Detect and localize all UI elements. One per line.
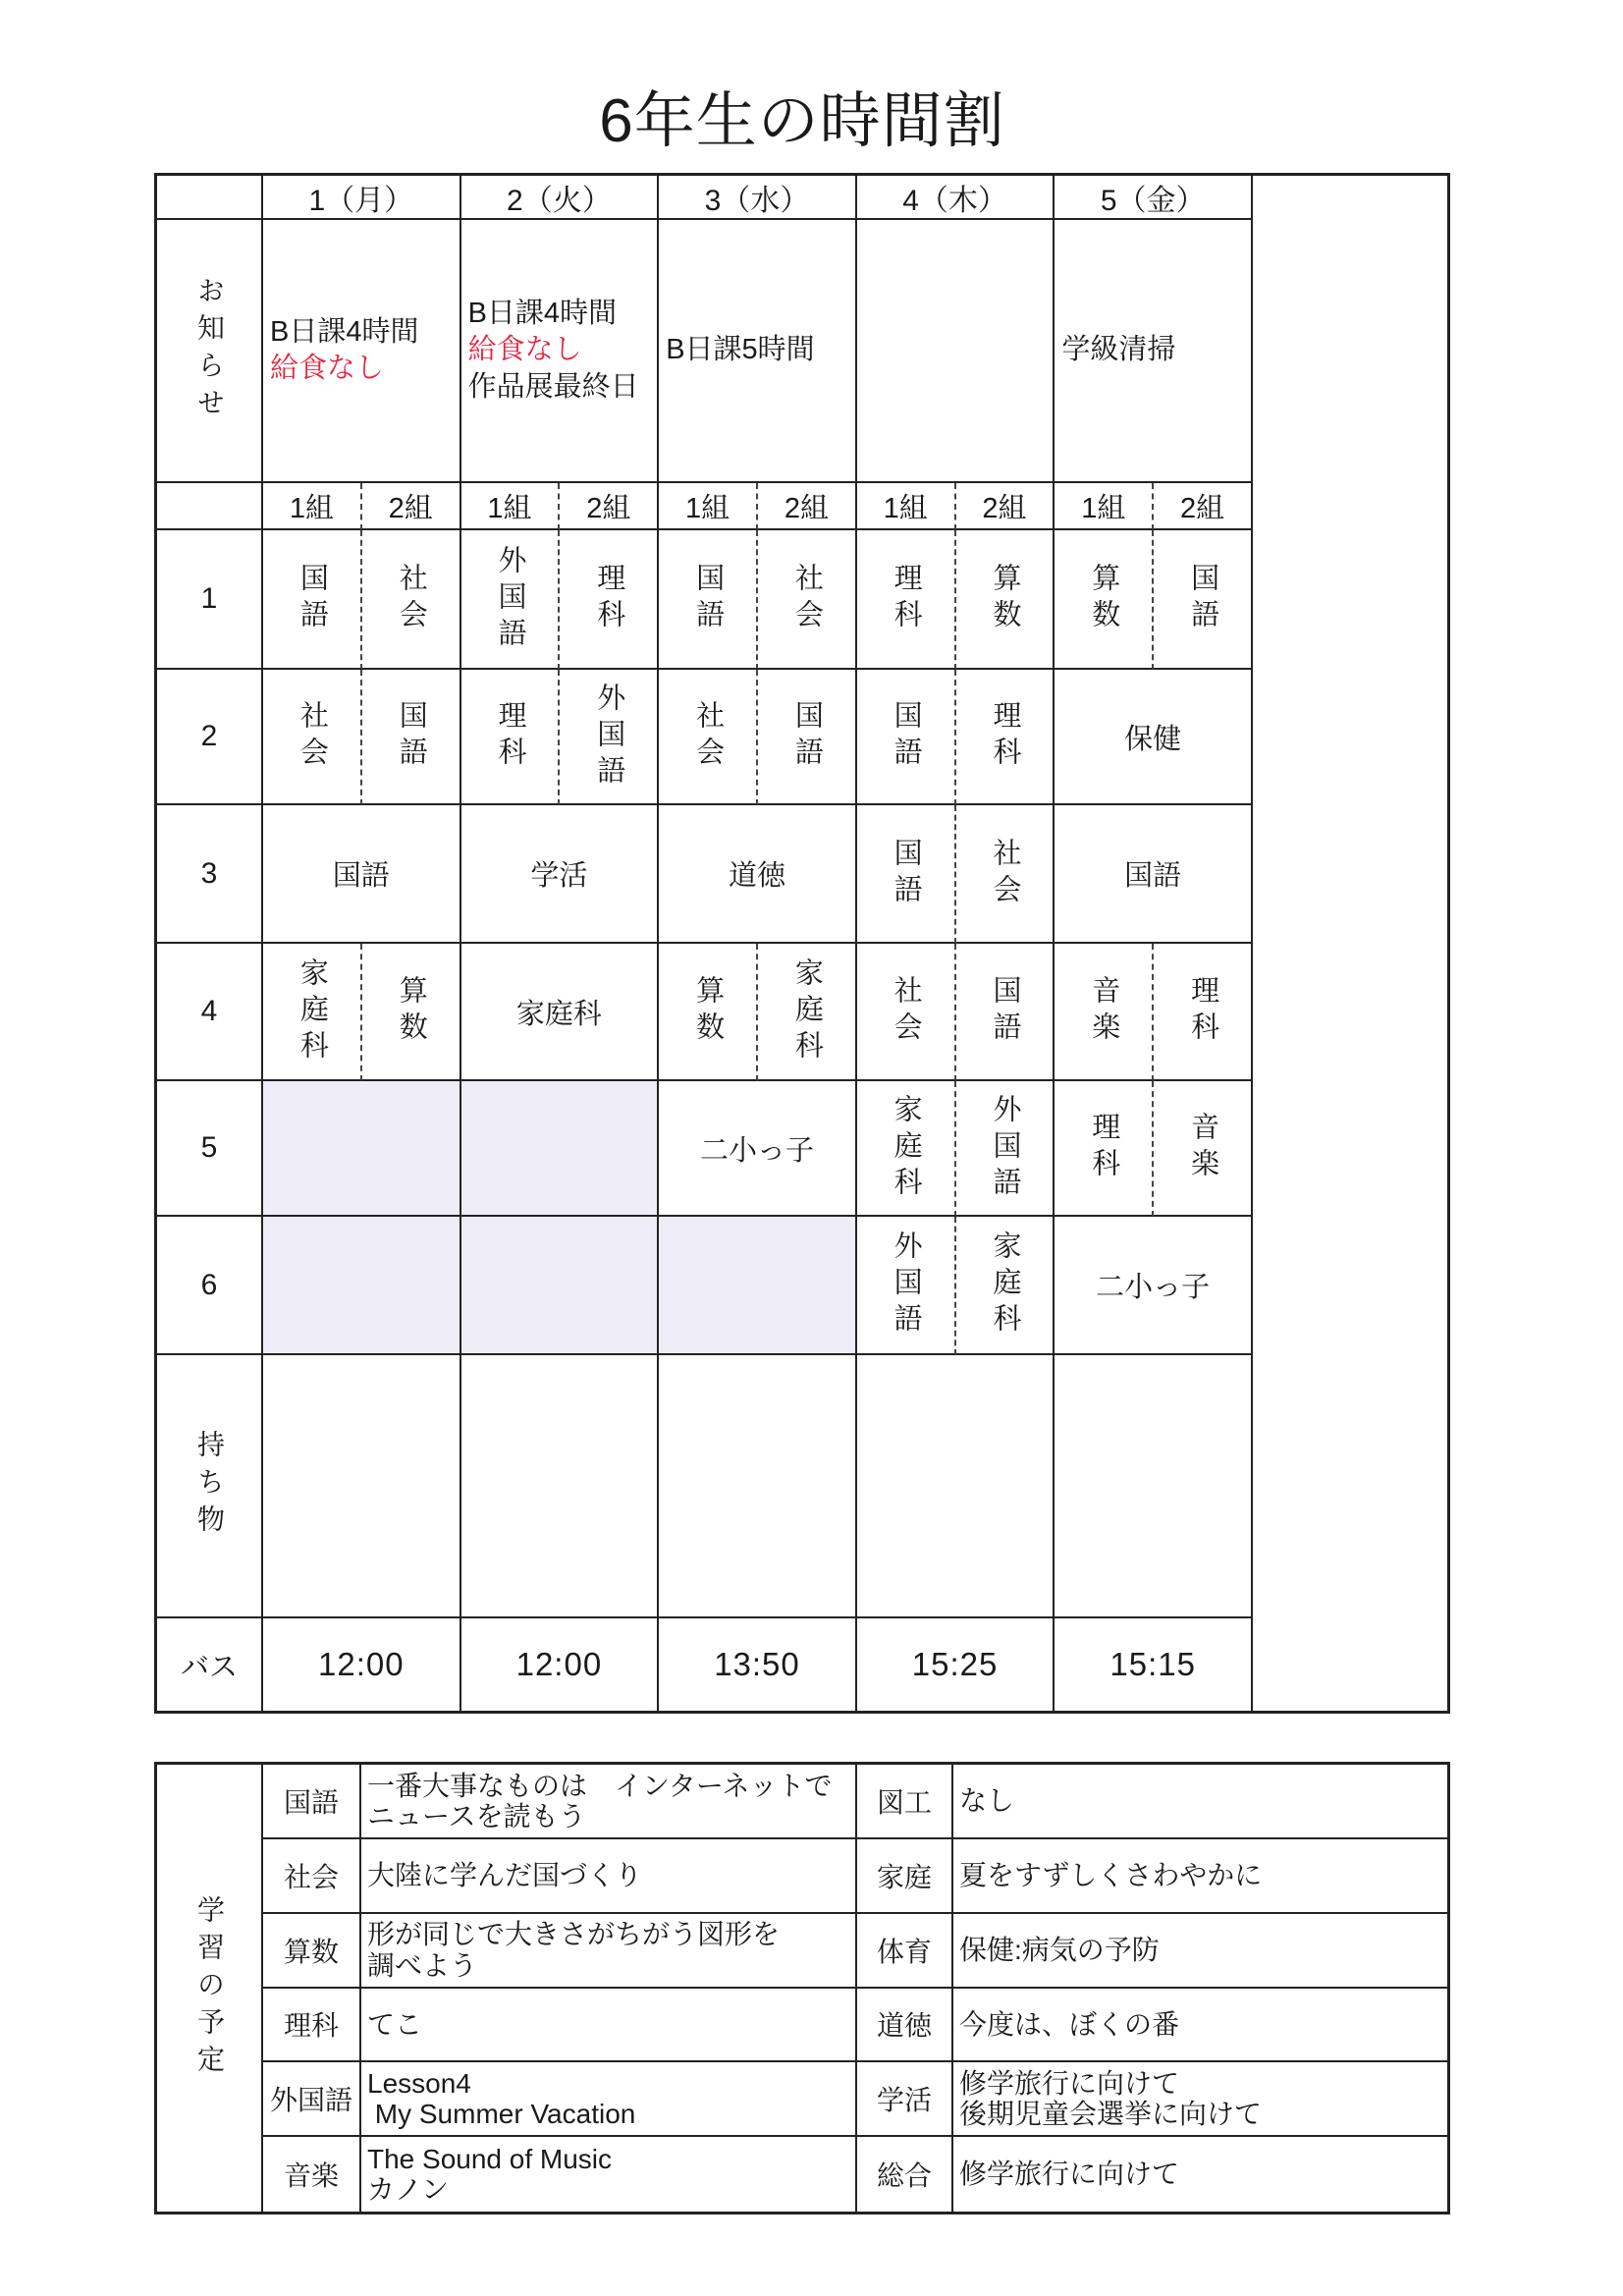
bus-time: 12:00 [515,1646,603,1682]
subject-label: 理科 [1187,975,1219,1048]
class-label-cell [560,483,659,530]
subject-cell [461,670,561,805]
class-label: 1組 [1081,492,1126,524]
subject-label: 社会 [692,700,725,773]
belongings-label: 持ち物 [194,1430,225,1542]
subject-label: 社会 [890,975,922,1048]
study-subject [857,1765,953,1839]
study-subject [263,1989,361,2063]
study-subject [857,2062,953,2137]
study-content [953,2137,1447,2212]
bus-time: 12:00 [318,1646,405,1682]
subject-label: 家庭科 [989,1230,1021,1339]
subject-cell [263,670,362,805]
subject-cell [857,944,956,1081]
belongings-cell-wed [659,1355,857,1618]
class-label: 2組 [586,492,631,524]
study-subject-label: 理科 [283,2010,339,2042]
bus-row-label [157,1618,263,1711]
merged-subject-cell [1055,670,1253,805]
study-subject [263,1765,361,1839]
merged-subject-cell [263,805,461,944]
belongings-row-label [157,1355,263,1618]
class-label: 2組 [1180,492,1225,524]
subject-cell [857,1081,956,1217]
study-content-line: Lesson4 [367,2067,471,2099]
subject-cell [1154,530,1253,670]
subject-label: 国語 [890,700,922,773]
period-number [157,1217,263,1355]
study-content [361,1765,857,1839]
subject-cell [659,530,758,670]
shaded-empty-cell [461,1217,660,1355]
study-content-line: 保健:病気の予防 [959,1934,1160,1965]
day-header-label: 4（木） [902,184,1007,217]
subject-cell [1154,944,1253,1081]
notice-line-no-lunch: 給食なし [467,334,582,366]
subject-cell [1154,1081,1253,1217]
study-content [953,1839,1447,1914]
shaded-empty-cell [263,1217,461,1355]
bus-time-cell-tue [461,1618,660,1711]
subject-label: 国語 [395,700,427,773]
bus-time: 15:15 [1109,1646,1196,1682]
subject-label: 社会 [395,563,427,635]
period-number [157,944,263,1081]
subject-cell [263,944,362,1081]
study-content [953,1914,1447,1989]
shaded-empty-cell [461,1081,660,1217]
class-label: 1組 [685,492,730,524]
bus-time: 13:50 [714,1646,800,1682]
subject-cell [956,530,1055,670]
subject-label: 外国語 [494,544,526,654]
subject-label: 国語 [1124,860,1182,892]
study-subject-label: 国語 [283,1786,339,1818]
subject-label: 国語 [989,975,1021,1048]
notice-label: お知らせ [194,276,225,425]
study-content [361,1839,857,1914]
study-subject-label: 体育 [876,1936,932,1967]
study-content-line: 夏をすずしくさわやかに [959,1860,1263,1891]
day-header-label: 2（火） [507,184,612,217]
study-content [953,1989,1447,2063]
class-label-cell [263,483,362,530]
study-plan-table [154,1762,1450,2214]
subject-label: 家庭科 [296,957,328,1066]
subject-cell [857,1217,956,1355]
subject-label: 道徳 [728,860,785,892]
study-content-line: 修学旅行に向けて [959,2159,1180,2190]
subject-label: 音楽 [1187,1112,1219,1184]
study-content-line: 形が同じで大きさがちがう図形を [367,1919,781,1950]
notice-line: B日課4時間 [270,315,419,348]
notice-line: B日課4時間 [467,298,618,330]
study-content-line: My Summer Vacation [367,2099,636,2130]
subject-cell [461,530,561,670]
subject-label: 二小っ子 [699,1134,814,1167]
bus-time-cell-fri [1055,1618,1253,1711]
subject-label: 外国語 [989,1093,1021,1203]
subject-label: 算数 [1088,563,1120,635]
period-number-label: 2 [200,720,218,752]
subject-label: 音楽 [1088,975,1120,1048]
subject-label: 外国語 [890,1230,922,1339]
study-subject [857,1839,953,1914]
belongings-cell-fri [1055,1355,1253,1618]
subject-label: 社会 [989,837,1021,910]
class-label: 1組 [487,492,532,524]
class-row-label [157,483,263,530]
bus-time-cell-mon [263,1618,461,1711]
day-header-label: 1（月） [308,184,414,217]
subject-cell [956,944,1055,1081]
study-content [953,2062,1447,2137]
day-header-label: 3（水） [704,184,810,217]
class-label-cell [659,483,758,530]
corner-cell [157,176,263,220]
study-subject [263,2137,361,2212]
merged-subject-cell [461,944,660,1081]
study-content-line: 調べよう [367,1949,478,1981]
subject-label: 家庭科 [790,957,823,1066]
subject-label: 算数 [692,975,725,1048]
class-label-cell [1154,483,1253,530]
subject-cell [1055,944,1154,1081]
subject-label: 算数 [989,563,1021,635]
subject-cell [857,670,956,805]
study-subject [263,1839,361,1914]
bus-time: 15:25 [911,1646,999,1682]
study-content [361,1989,857,2063]
subject-cell [857,530,956,670]
day-header-label: 5（金） [1100,184,1206,217]
period-number [157,670,263,805]
subject-label: 家庭科 [515,998,602,1030]
subject-label: 理科 [593,563,625,635]
subject-cell [362,530,461,670]
subject-label: 外国語 [593,682,625,792]
notice-cell-wed [659,220,857,483]
day-header-wed [659,176,857,220]
study-content-line: The Sound of Music [367,2143,613,2174]
period-number-label: 1 [200,582,218,615]
bus-time-cell-wed [659,1618,857,1711]
study-content-line: なし [959,1785,1015,1817]
subject-cell [857,805,956,944]
subject-label: 二小っ子 [1096,1272,1211,1303]
study-content-line: 今度は、ぼくの番 [959,2008,1180,2040]
study-content [361,2062,857,2137]
subject-label: 社会 [790,563,823,635]
subject-cell [956,1081,1055,1217]
period-number-label: 3 [200,856,218,890]
subject-cell [560,530,659,670]
study-content-line: 修学旅行に向けて [959,2067,1180,2099]
study-subject-label: 図工 [876,1786,932,1818]
day-header-tue [461,176,660,220]
subject-label: 学活 [530,860,588,892]
study-subject [857,1914,953,1989]
study-subject-label: 道徳 [876,2010,932,2042]
study-content [361,2137,857,2212]
subject-cell [956,805,1055,944]
study-subject [263,2062,361,2137]
study-content [953,1765,1447,1839]
notice-cell-mon [263,220,461,483]
study-subject [857,1989,953,2063]
study-content-line: てこ [367,2008,423,2040]
class-label: 2組 [982,492,1027,524]
subject-cell [758,944,857,1081]
subject-cell [659,944,758,1081]
study-content-line: カノン [367,2174,449,2206]
subject-label: 理科 [890,563,922,635]
study-content-line: 大陸に学んだ国づくり [367,1860,643,1891]
notice-row-label [157,220,263,483]
class-label-cell [956,483,1055,530]
study-plan-label-cell [157,1765,263,2212]
notice-cell-fri [1055,220,1253,483]
subject-label: 国語 [332,860,390,892]
subject-cell [956,1217,1055,1355]
study-content-line: 後期児童会選挙に向けて [959,2099,1263,2130]
class-label-cell [758,483,857,530]
notice-cell-thu [857,220,1055,483]
subject-cell [659,670,758,805]
blank-right-column [1253,176,1447,1711]
subject-label: 国語 [790,700,823,773]
subject-label: 家庭科 [890,1093,922,1203]
merged-subject-cell [659,1081,857,1217]
subject-cell [758,530,857,670]
study-subject-label: 家庭 [876,1861,932,1892]
subject-label: 国語 [890,837,922,910]
class-label-cell [857,483,956,530]
subject-cell [263,530,362,670]
day-header-thu [857,176,1055,220]
subject-label: 理科 [1088,1112,1120,1184]
weekly-timetable [154,173,1450,1714]
subject-label: 理科 [494,700,526,773]
merged-subject-cell [659,805,857,944]
period-number [157,530,263,670]
subject-cell [560,670,659,805]
class-label: 2組 [784,492,829,524]
belongings-cell-thu [857,1355,1055,1618]
class-label-cell [1055,483,1154,530]
class-label-cell [461,483,561,530]
study-subject-label: 総合 [876,2160,932,2192]
study-content-line: 一番大事なものは インターネットで [367,1770,833,1801]
study-subject-label: 音楽 [283,2160,339,2192]
merged-subject-cell [1055,805,1253,944]
subject-label: 国語 [296,563,328,635]
class-label: 1組 [883,492,928,524]
subject-cell [956,670,1055,805]
study-subject-label: 社会 [283,1861,339,1892]
subject-cell [1055,1081,1154,1217]
subject-cell [362,670,461,805]
period-number [157,1081,263,1217]
belongings-cell-tue [461,1355,660,1618]
subject-cell [1055,530,1154,670]
study-content-line: ニュースを読もう [367,1800,586,1831]
period-number-label: 4 [200,995,218,1027]
page-title: 6年生の時間割 [599,87,1005,155]
shaded-empty-cell [659,1217,857,1355]
class-label: 2組 [388,492,433,524]
study-content [361,1914,857,1989]
shaded-empty-cell [263,1081,461,1217]
study-subject-label: 学活 [876,2085,932,2116]
subject-label: 国語 [1187,563,1219,635]
merged-subject-cell [1055,1217,1253,1355]
bus-time-cell-thu [857,1618,1055,1711]
notice-cell-tue [461,220,660,483]
subject-label: 理科 [989,700,1021,773]
study-subject-label: 算数 [283,1936,339,1967]
subject-cell [758,670,857,805]
day-header-fri [1055,176,1253,220]
belongings-cell-mon [263,1355,461,1618]
study-plan-label: 学習の予定 [194,1894,225,2082]
notice-line-no-lunch: 給食なし [270,353,385,384]
study-subject-label: 外国語 [269,2085,352,2116]
notice-line: 学級清掃 [1061,334,1176,366]
class-label-cell [362,483,461,530]
merged-subject-cell [461,805,660,944]
notice-line: B日課5時間 [666,334,815,366]
subject-label: 算数 [395,975,427,1048]
period-number [157,805,263,944]
study-subject [857,2137,953,2212]
subject-cell [362,944,461,1081]
subject-label: 社会 [296,700,328,773]
subject-label: 国語 [692,563,725,635]
period-number-label: 5 [200,1131,218,1164]
class-label: 1組 [289,492,334,524]
subject-label: 保健 [1124,723,1182,755]
study-subject [263,1914,361,1989]
period-number-label: 6 [200,1268,218,1301]
bus-label: バス [180,1651,238,1683]
day-header-mon [263,176,461,220]
notice-line: 作品展最終日 [467,370,639,403]
